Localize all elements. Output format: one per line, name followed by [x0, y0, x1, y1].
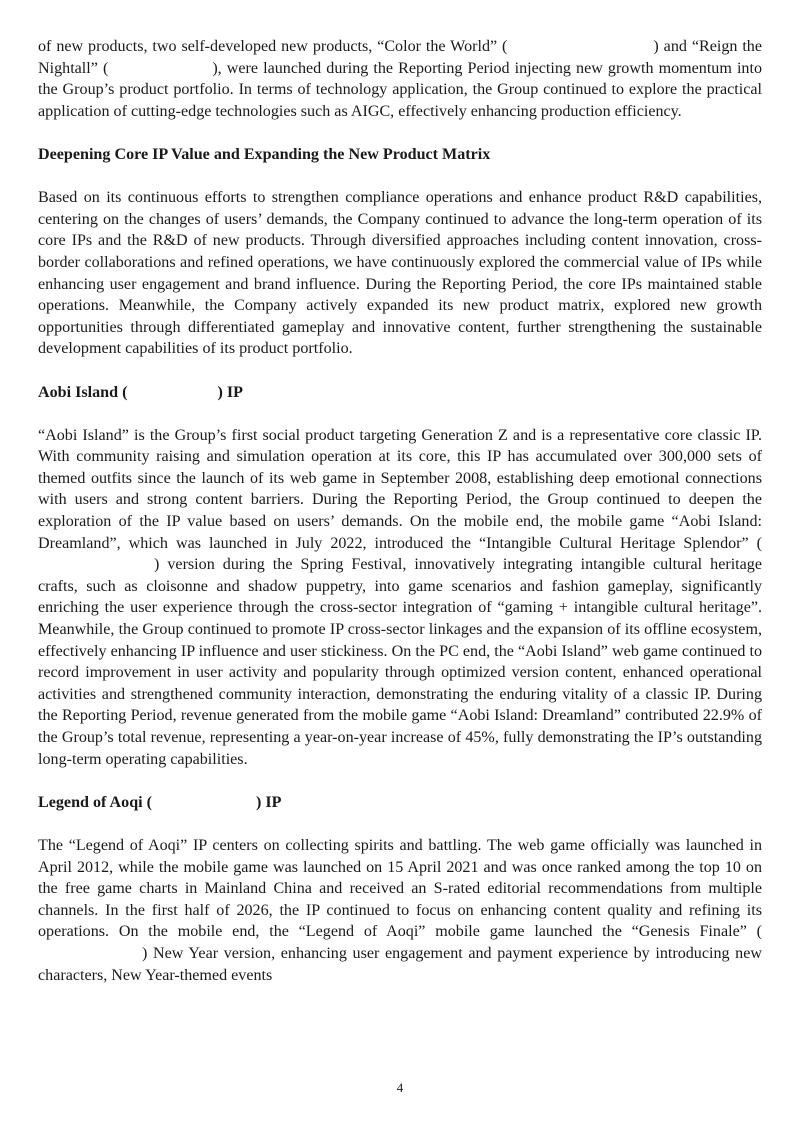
intro-paragraph — [38, 36, 762, 122]
document-page — [38, 36, 762, 986]
aobi-text-part-2: ) version during the Spring Festival, innovatively integrating intangible cultural heritage crafts, such as cloisonne and shadow puppetry, into game scenarios and fashion gameplay, significantly enriching the user experience through the cross-sector integration of “gaming + intangible cultural heritage”. Meanwhile, the Group continued to promote IP cross-sector linkages and the expansion of its offline ecosystem, effectively enhancing IP influence and user stickiness. On the PC end, the “Aobi Island” web game continued to record improvement in user activity and popularity through optimized version content, enhanced operational activities and strengthened community interaction, demonstrating the enduring vitality of a classic IP. During the Reporting Period, revenue generated from the mobile game “Aobi Island: Dreamland” contributed 22.9% of the Group’s total revenue, representing a year-on-year increase of 45%, fully demonstrating the IP’s outstanding long-term operating capabilities. — [38, 556, 762, 768]
page-number: 4 — [396, 1080, 404, 1095]
aoqi-text-part-1: The “Legend of Aoqi” IP centers on collecting spirits and battling. The web game officially was launched in April 2012, while the mobile game was launched on 15 April 2021 and was once ranked among the top 10 on the free game charts in Mainland China and received an S-rated editorial recommendations from multiple channels. In the first half of 2026, the IP continued to focus on enhancing content quality and refining its operations. On the mobile end, the “Legend of Aoqi” mobile game launched the “Genesis Finale” ( — [38, 836, 762, 941]
intro-text-part-1: of new products, two self-developed new products, “Color the World” ( — [38, 38, 508, 55]
aobi-heading-part-1: Aobi Island ( — [38, 383, 128, 401]
core-ip-paragraph: Based on its continuous efforts to strengthen compliance operations and enhance product R&D capabilities, centering on the changes of users’ demands, the Company continued to advance the long-term operation of its core IPs and the R&D of new products. Through diversified approaches including content innovation, cross-border collaborations and refined operations, we have continuously explored the commercial value of IPs while enhancing user engagement and brand influence. During the Reporting Period, the core IPs maintained stable operations. Meanwhile, the Company actively expanded its new product matrix, explored new growth opportunities through differentiated gameplay and innovative content, further strengthening the sustainable development capabilities of its product portfolio. — [38, 189, 762, 358]
section-heading-aobi-island — [38, 382, 762, 404]
intro-text-part-3: ), were launched during the Reporting Period injecting new growth momentum into the Group’s product portfolio. In terms of technology application, the Group continued to explore the practical application of cutting-edge technologies such as AIGC, effectively enhancing production efficiency. — [38, 59, 762, 120]
aobi-island-paragraph — [38, 425, 762, 771]
legend-of-aoqi-paragraph — [38, 835, 762, 986]
section-heading-core-ip: Deepening Core IP Value and Expanding the New Product Matrix — [38, 145, 491, 163]
section-heading-legend-of-aoqi — [38, 792, 762, 814]
aobi-heading-part-2: ) IP — [217, 383, 243, 401]
aoqi-text-part-2: ) New Year version, enhancing user engagement and payment experience by introducing new characters, New Year-themed events — [38, 944, 762, 984]
intro-text-part-2: ) and “Reign the Nightall” ( — [38, 38, 762, 77]
aoqi-heading-part-1: Legend of Aoqi ( — [38, 793, 153, 811]
aobi-text-part-1: “Aobi Island” is the Group’s first social product targeting Generation Z and is a representative core classic IP. With community raising and simulation operation at its core, this IP has accumulated over 300,000 sets of themed outfits since the launch of its web game in September 2008, establishing deep emotional connections with users and strong content barriers. During the Reporting Period, the Group continued to deepen the exploration of the IP value based on users’ demands. On the mobile end, the mobile game “Aobi Island: Dreamland”, which was launched in July 2022, introduced the “Intangible Cultural Heritage Splendor” ( — [38, 426, 762, 552]
aoqi-heading-part-2: ) IP — [256, 793, 282, 811]
